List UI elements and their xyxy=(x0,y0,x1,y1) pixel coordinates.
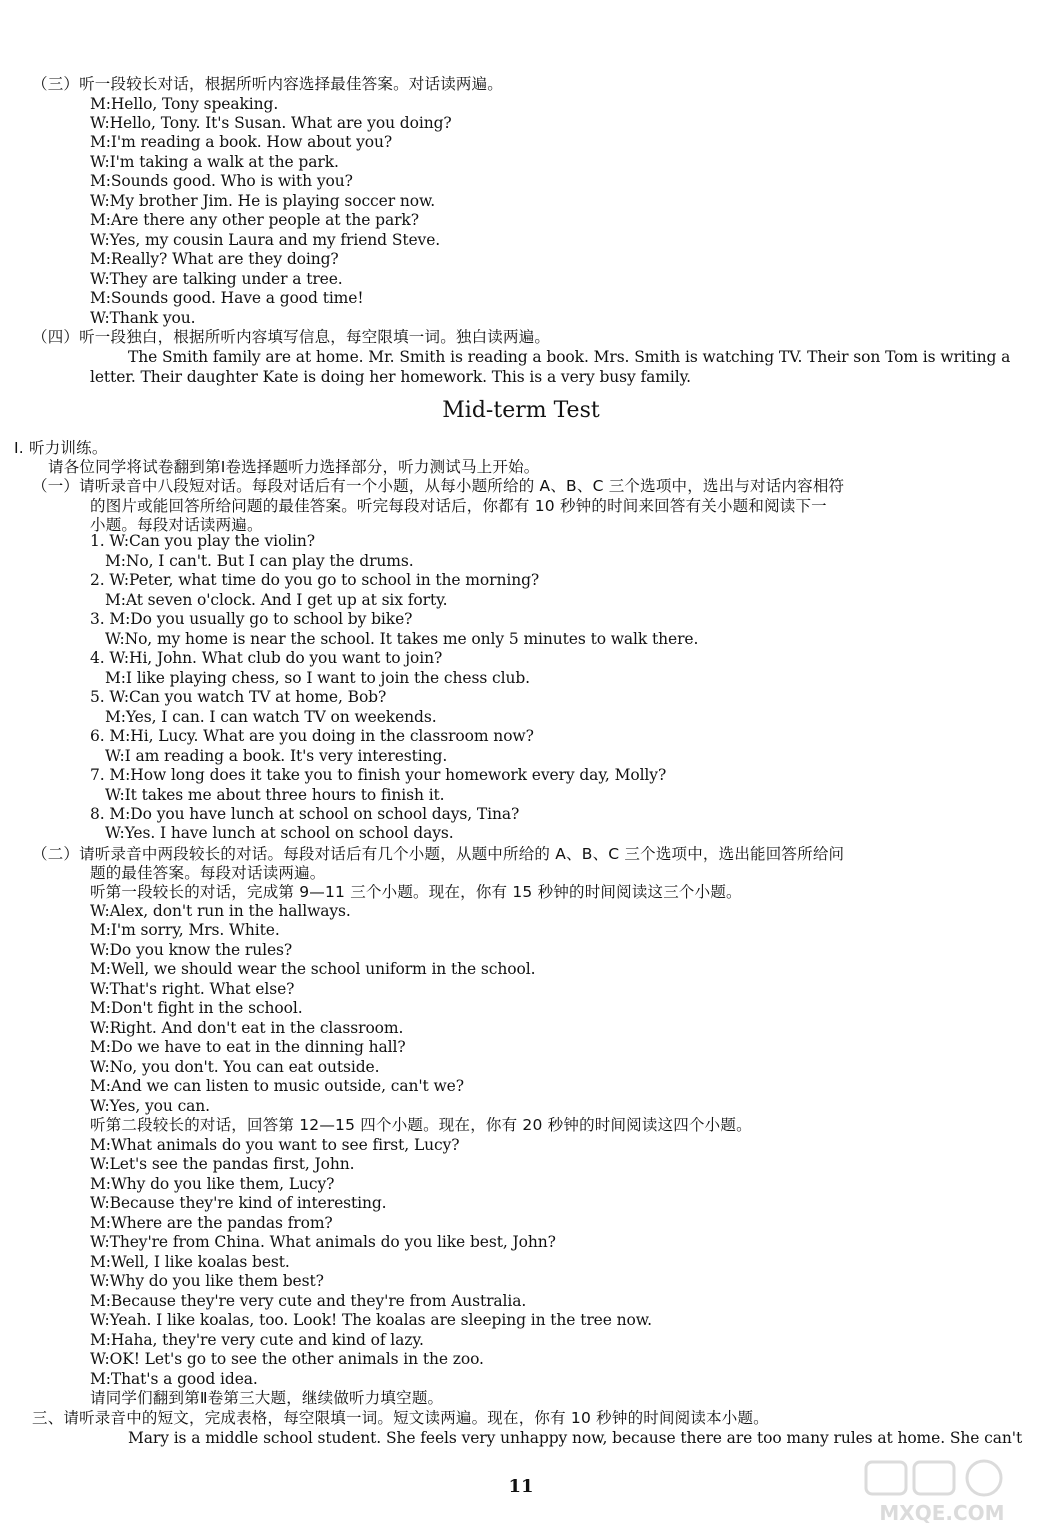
long2-intro: 听第二段较长的对话，回答第 12—15 四个小题。现在，你有 20 秒钟的时间阅读这四个小题。 xyxy=(90,1116,752,1134)
dialogue-line: W:Yes, my cousin Laura and my friend Steve. xyxy=(90,231,441,249)
dialogue-line: W:No, you don't. You can eat outside. xyxy=(90,1058,380,1076)
answer-line: M:No, I can't. But I can play the drums. xyxy=(105,552,414,570)
dialogue-line: W:Thank you. xyxy=(90,309,196,327)
dialogue-line: W:OK! Let's go to see the other animals in the zoo. xyxy=(90,1350,484,1368)
dialogue-line: W:My brother Jim. He is playing soccer now. xyxy=(90,192,436,210)
dialogue-line: W:Right. And don't eat in the classroom. xyxy=(90,1019,404,1037)
question-line: 6. M:Hi, Lucy. What are you doing in the classroom now? xyxy=(90,727,534,745)
dialogue-line: M:And we can listen to music outside, can't we? xyxy=(90,1077,464,1095)
dialogue-line: M:I'm sorry, Mrs. White. xyxy=(90,921,280,939)
answer-line: W:I am reading a book. It's very interesting. xyxy=(105,747,448,765)
dialogue-line: M:Sounds good. Who is with you? xyxy=(90,172,353,190)
answer-line: M:Yes, I can. I can watch TV on weekends. xyxy=(105,708,437,726)
dialogue-line: W:That's right. What else? xyxy=(90,980,295,998)
dialogue-line: M:Really? What are they doing? xyxy=(90,250,339,268)
monologue-text: letter. Their daughter Kate is doing her homework. This is a very busy family. xyxy=(90,368,692,386)
answer-line: M:I like playing chess, so I want to join the chess club. xyxy=(105,669,530,687)
part1-intro: 请各位同学将试卷翻到第Ⅰ卷选择题听力选择部分，听力测试马上开始。 xyxy=(48,458,540,476)
dialogue-line: M:That's a good idea. xyxy=(90,1370,258,1388)
sec1-heading: 小题。每段对话读两遍。 xyxy=(90,516,263,534)
answer-line: W:No, my home is near the school. It takes me only 5 minutes to walk there. xyxy=(105,630,699,648)
dialogue-line: M:Don't fight in the school. xyxy=(90,999,303,1017)
sec2-heading: （二）请听录音中两段较长的对话。每段对话后有几个小题，从题中所给的 A、B、C 三个选项中，选出能回答所给问 xyxy=(32,845,845,863)
turn-instruction: 请同学们翻到第Ⅱ卷第三大题，继续做听力填空题。 xyxy=(90,1389,444,1407)
question-line: 4. W:Hi, John. What club do you want to join? xyxy=(90,649,443,667)
dialogue-line: W:Because they're kind of interesting. xyxy=(90,1194,387,1212)
dialogue-line: M:What animals do you want to see first, Lucy? xyxy=(90,1136,460,1154)
page-number: 11 xyxy=(508,1476,534,1497)
dialogue-line: W:Alex, don't run in the hallways. xyxy=(90,902,351,920)
dialogue-line: M:Hello, Tony speaking. xyxy=(90,95,279,113)
part3-text: Mary is a middle school student. She feels very unhappy now, because there are too many rules at home. She can't xyxy=(128,1429,1023,1447)
dialogue-line: W:Why do you like them best? xyxy=(90,1272,324,1290)
dialogue-line: W:They are talking under a tree. xyxy=(90,270,343,288)
dialogue-line: W:Yes, you can. xyxy=(90,1097,211,1115)
page-title: Mid-term Test xyxy=(442,398,600,423)
dialogue-line: M:Because they're very cute and they're from Australia. xyxy=(90,1292,527,1310)
dialogue-line: M:Well, I like koalas best. xyxy=(90,1253,290,1271)
sec2-heading: 题的最佳答案。每段对话读两遍。 xyxy=(90,864,326,882)
dialogue-line: W:Yeah. I like koalas, too. Look! The koalas are sleeping in the tree now. xyxy=(90,1311,652,1329)
sec1-heading: （一）请听录音中八段短对话。每段对话后有一个小题，从每小题所给的 A、B、C 三个选项中，选出与对话内容相符 xyxy=(32,477,845,495)
dialogue-line: W:They're from China. What animals do you like best, John? xyxy=(90,1233,556,1251)
question-line: 3. M:Do you usually go to school by bike? xyxy=(90,610,413,628)
answer-line: M:At seven o'clock. And I get up at six forty. xyxy=(105,591,448,609)
dialogue-line: M:Do we have to eat in the dinning hall? xyxy=(90,1038,406,1056)
dialogue-line: M:I'm reading a book. How about you? xyxy=(90,133,393,151)
section3-heading: （三）听一段较长对话，根据所听内容选择最佳答案。对话读两遍。 xyxy=(32,75,504,93)
section4-heading: （四）听一段独白，根据所听内容填写信息，每空限填一词。独白读两遍。 xyxy=(32,328,551,346)
dialogue-line: M:Why do you like them, Lucy? xyxy=(90,1175,335,1193)
watermark-logo xyxy=(862,1456,1022,1528)
dialogue-line: M:Well, we should wear the school uniform in the school. xyxy=(90,960,536,978)
part3-heading: 三、请听录音中的短文，完成表格，每空限填一词。短文读两遍。现在，你有 10 秒钟的时间阅读本小题。 xyxy=(32,1409,769,1427)
dialogue-line: M:Haha, they're very cute and kind of lazy. xyxy=(90,1331,424,1349)
dialogue-line: M:Where are the pandas from? xyxy=(90,1214,333,1232)
question-line: 5. W:Can you watch TV at home, Bob? xyxy=(90,688,387,706)
dialogue-line: W:Do you know the rules? xyxy=(90,941,293,959)
dialogue-line: W:I'm taking a walk at the park. xyxy=(90,153,339,171)
question-line: 7. M:How long does it take you to finish your homework every day, Molly? xyxy=(90,766,667,784)
monologue-text: The Smith family are at home. Mr. Smith is reading a book. Mrs. Smith is watching TV. Their son Tom is writing a xyxy=(128,348,1011,366)
dialogue-line: W:Hello, Tony. It's Susan. What are you doing? xyxy=(90,114,452,132)
answer-line: W:Yes. I have lunch at school on school days. xyxy=(105,824,454,842)
question-line: 8. M:Do you have lunch at school on school days, Tina? xyxy=(90,805,520,823)
part1-heading: Ⅰ. 听力训练。 xyxy=(14,439,108,457)
answer-line: W:It takes me about three hours to finish it. xyxy=(105,786,445,804)
dialogue-line: M:Sounds good. Have a good time! xyxy=(90,289,364,307)
question-line: 1. W:Can you play the violin? xyxy=(90,532,315,550)
question-line: 2. W:Peter, what time do you go to school in the morning? xyxy=(90,571,540,589)
sec1-heading: 的图片或能回答所给问题的最佳答案。听完每段对话后，你都有 10 秒钟的时间来回答有关小题和阅读下一 xyxy=(90,497,827,515)
long1-intro: 听第一段较长的对话，完成第 9—11 三个小题。现在，你有 15 秒钟的时间阅读这三个小题。 xyxy=(90,883,742,901)
dialogue-line: M:Are there any other people at the park? xyxy=(90,211,419,229)
svg-text:MXQE.COM: MXQE.COM xyxy=(879,1501,1005,1525)
dialogue-line: W:Let's see the pandas first, John. xyxy=(90,1155,355,1173)
